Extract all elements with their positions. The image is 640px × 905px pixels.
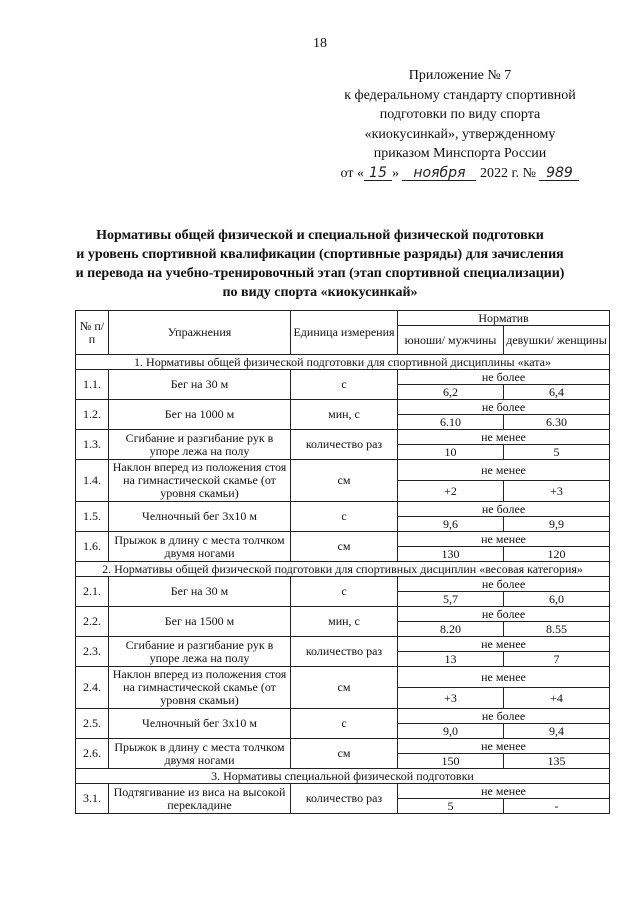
row-value-boys: 8.20 (398, 622, 504, 637)
section-title: 3. Нормативы специальной физической подготовки (76, 769, 610, 784)
row-qualifier: не менее (398, 532, 610, 547)
row-unit: см (291, 739, 398, 769)
row-value-girls: - (504, 799, 610, 814)
row-value-girls: 9,4 (504, 724, 610, 739)
table-row (76, 667, 610, 688)
row-value-girls: 135 (504, 754, 610, 769)
row-qualifier: не более (398, 607, 610, 622)
row-value-boys: 9,0 (398, 724, 504, 739)
row-qualifier: не более (398, 370, 610, 385)
table-row (76, 460, 610, 481)
header-unit: Единица измерения (291, 311, 398, 355)
row-exercise: Подтягивание из виса на высокой перекладине (109, 784, 291, 814)
row-value-boys: 13 (398, 652, 504, 667)
title-line-3: и перевода на учебно-тренировочный этап (этап спортивной специализации) (75, 266, 565, 281)
row-unit: см (291, 460, 398, 502)
date-mid: » (391, 165, 399, 181)
row-exercise: Сгибание и разгибание рук в упоре лежа на полу (109, 430, 291, 460)
row-value-boys: +2 (398, 481, 504, 502)
row-value-girls: 6.30 (504, 415, 610, 430)
row-value-boys: 130 (398, 547, 504, 562)
row-num: 2.4. (76, 667, 109, 709)
title-line-1: Нормативы общей физической и специальной физической подготовки (96, 228, 544, 243)
row-value-boys: +3 (398, 688, 504, 709)
header-num: № п/п (76, 311, 109, 355)
row-exercise: Бег на 1000 м (109, 400, 291, 430)
section-row (76, 562, 610, 577)
handwritten-month: ноября (402, 166, 476, 181)
handwritten-order-number: 989 (539, 166, 579, 181)
row-num: 1.6. (76, 532, 109, 562)
row-qualifier: не менее (398, 667, 610, 688)
row-qualifier: не более (398, 502, 610, 517)
section-title: 2. Нормативы общей физической подготовки для спортивных дисциплин «весовая категория» (76, 562, 610, 577)
row-num: 1.3. (76, 430, 109, 460)
row-value-girls: +3 (504, 481, 610, 502)
section-title: 1. Нормативы общей физической подготовки для спортивной дисциплины «ката» (76, 355, 610, 370)
row-qualifier: не менее (398, 460, 610, 481)
header-norm: Норматив (398, 311, 610, 326)
appendix-line-3: подготовки по виду спорта (379, 107, 541, 122)
handwritten-day: 15 (364, 166, 392, 181)
row-exercise: Наклон вперед из положения стоя на гимнастической скамье (от уровня скамьи) (109, 667, 291, 709)
title-line-4: по виду спорта «киокусинкай» (222, 285, 418, 300)
row-unit: количество раз (291, 637, 398, 667)
date-prefix: от « (340, 165, 364, 181)
row-num: 2.6. (76, 739, 109, 769)
row-qualifier: не менее (398, 430, 610, 445)
row-num: 3.1. (76, 784, 109, 814)
row-value-girls: 6,0 (504, 592, 610, 607)
page-number: 18 (313, 36, 327, 51)
row-unit: количество раз (291, 430, 398, 460)
table-row (76, 607, 610, 622)
row-value-girls: 5 (504, 445, 610, 460)
header-girls: девушки/ женщины (504, 326, 610, 355)
row-num: 2.1. (76, 577, 109, 607)
row-num: 2.2. (76, 607, 109, 637)
table-row (76, 430, 610, 445)
row-value-girls: +4 (504, 688, 610, 709)
row-num: 2.5. (76, 709, 109, 739)
row-num: 1.1. (76, 370, 109, 400)
row-exercise: Челночный бег 3х10 м (109, 502, 291, 532)
row-num: 1.2. (76, 400, 109, 430)
row-qualifier: не менее (398, 739, 610, 754)
table-row (76, 784, 610, 799)
row-qualifier: не менее (398, 637, 610, 652)
row-exercise: Прыжок в длину с места толчком двумя ногами (109, 739, 291, 769)
row-exercise: Бег на 30 м (109, 577, 291, 607)
header-row (76, 311, 610, 326)
appendix-line-4: «киокусинкай», утвержденному (364, 126, 556, 142)
row-unit: см (291, 667, 398, 709)
appendix-line-1: Приложение № 7 (408, 68, 512, 83)
row-qualifier: не менее (398, 784, 610, 799)
table-row (76, 370, 610, 385)
appendix-header (320, 66, 600, 183)
order-date-line (320, 164, 600, 184)
table-row (76, 739, 610, 754)
appendix-line-2: к федеральному стандарту спортивной (344, 87, 576, 103)
row-unit: с (291, 577, 398, 607)
row-value-boys: 6.10 (398, 415, 504, 430)
row-value-girls: 120 (504, 547, 610, 562)
row-value-boys: 9,6 (398, 517, 504, 532)
row-exercise: Прыжок в длину с места толчком двумя ногами (109, 532, 291, 562)
document-title (40, 226, 600, 302)
row-qualifier: не более (398, 709, 610, 724)
row-exercise: Бег на 1500 м (109, 607, 291, 637)
section-row (76, 769, 610, 784)
date-year: 2022 г. № (479, 165, 536, 181)
row-unit: с (291, 709, 398, 739)
appendix-line-5: приказом Минспорта России (373, 146, 547, 161)
table-row (76, 400, 610, 415)
table-row (76, 577, 610, 592)
row-num: 1.4. (76, 460, 109, 502)
row-unit: см (291, 532, 398, 562)
row-qualifier: не более (398, 400, 610, 415)
row-value-girls: 7 (504, 652, 610, 667)
row-value-boys: 6,2 (398, 385, 504, 400)
row-unit: мин, с (291, 400, 398, 430)
row-value-boys: 5,7 (398, 592, 504, 607)
row-exercise: Челночный бег 3х10 м (109, 709, 291, 739)
row-exercise: Бег на 30 м (109, 370, 291, 400)
row-value-girls: 8.55 (504, 622, 610, 637)
table-row (76, 502, 610, 517)
section-row (76, 355, 610, 370)
row-value-boys: 150 (398, 754, 504, 769)
row-num: 2.3. (76, 637, 109, 667)
row-unit: количество раз (291, 784, 398, 814)
row-value-girls: 9,9 (504, 517, 610, 532)
header-exercise: Упражнения (109, 311, 291, 355)
row-unit: с (291, 502, 398, 532)
title-line-2: и уровень спортивной квалификации (спортивные разряды) для зачисления (76, 247, 564, 262)
row-value-boys: 5 (398, 799, 504, 814)
row-unit: с (291, 370, 398, 400)
row-unit: мин, с (291, 607, 398, 637)
row-qualifier: не более (398, 577, 610, 592)
row-value-boys: 10 (398, 445, 504, 460)
row-exercise: Наклон вперед из положения стоя на гимнастической скамье (от уровня скамьи) (109, 460, 291, 502)
table-row (76, 637, 610, 652)
table-row (76, 532, 610, 547)
header-boys: юноши/ мужчины (398, 326, 504, 355)
row-num: 1.5. (76, 502, 109, 532)
table-row (76, 709, 610, 724)
norms-table (75, 310, 610, 814)
row-value-girls: 6,4 (504, 385, 610, 400)
row-exercise: Сгибание и разгибание рук в упоре лежа на полу (109, 637, 291, 667)
